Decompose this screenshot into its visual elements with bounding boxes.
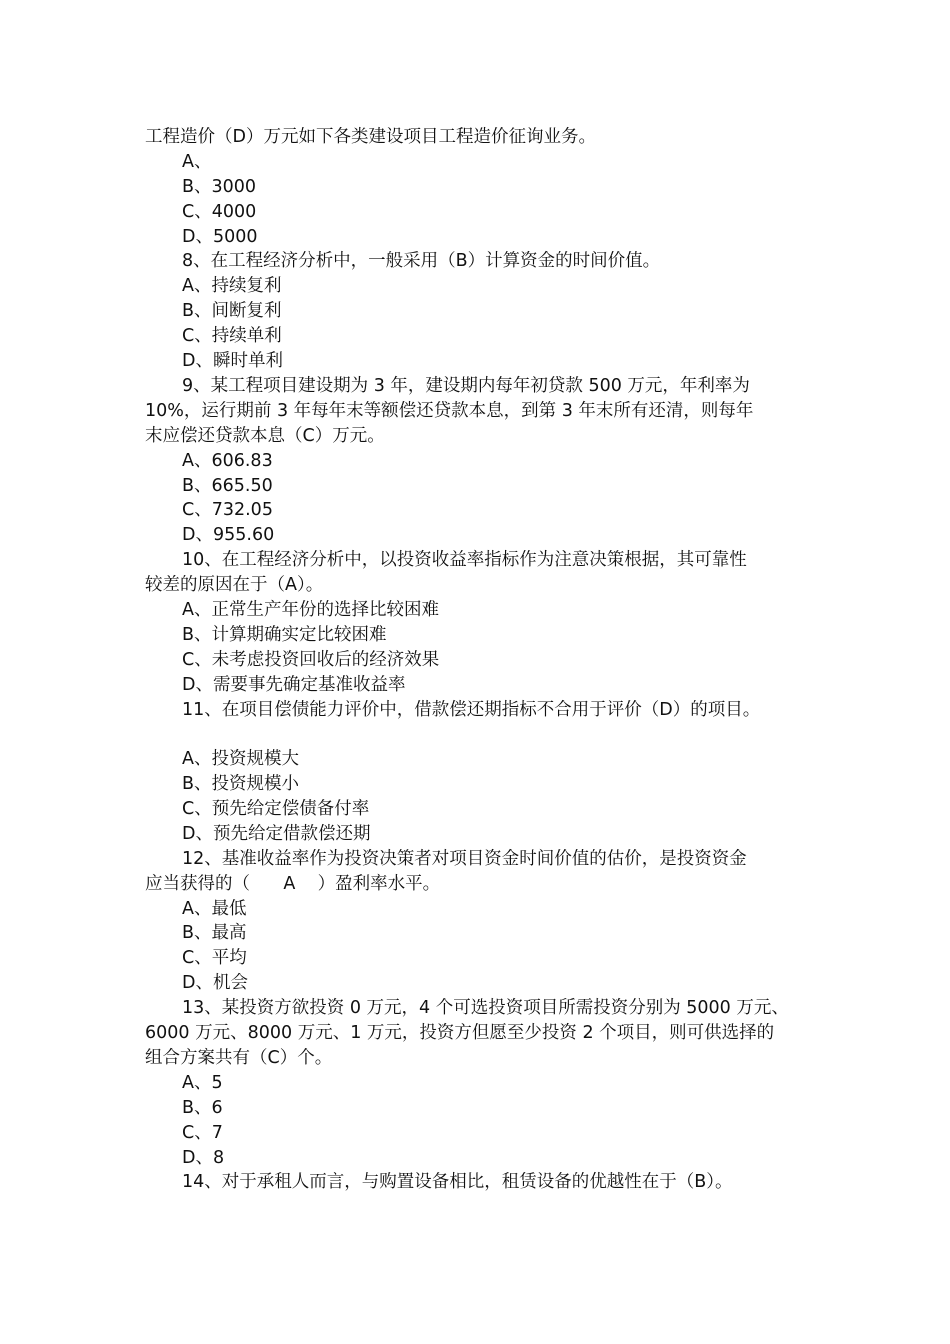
question-line: 13、某投资方欲投资 0 万元，4 个可选投资项目所需投资分别为 5000 万元、	[182, 998, 789, 1018]
option-line: D、机会	[182, 973, 248, 993]
question-line: 6000 万元、8000 万元、1 万元，投资方但愿至少投资 2 个项目，则可供选择的	[145, 1023, 775, 1043]
option-line: C、4000	[182, 202, 257, 222]
question-line: 10、在工程经济分析中，以投资收益率指标作为注意决策根据，其可靠性	[182, 550, 747, 570]
option-line: A、	[182, 152, 212, 172]
option-line: A、606.83	[182, 451, 273, 471]
option-line: D、瞬时单利	[182, 351, 283, 371]
option-line: A、正常生产年份的选择比较困难	[182, 600, 439, 620]
option-line: D、955.60	[182, 525, 275, 545]
question-line: 组合方案共有（C）个。	[145, 1048, 333, 1068]
option-line: C、未考虑投资回收后的经济效果	[182, 650, 440, 670]
option-line: B、6	[182, 1098, 223, 1118]
option-line: B、最高	[182, 923, 247, 943]
question-line: 11、在项目偿债能力评价中，借款偿还期指标不合用于评价（D）的项目。	[182, 700, 761, 720]
question-line: 12、基准收益率作为投资决策者对项目资金时间价值的估价，是投资资金	[182, 849, 747, 869]
option-line: C、持续单利	[182, 326, 282, 346]
question-line: 10%，运行期前 3 年每年末等额偿还贷款本息，到第 3 年末所有还清，则每年	[145, 401, 754, 421]
option-line: B、计算期确实定比较困难	[182, 625, 387, 645]
option-line: A、5	[182, 1073, 223, 1093]
option-line: B、投资规模小	[182, 774, 300, 794]
option-line: C、7	[182, 1123, 223, 1143]
question-line: 末应偿还贷款本息（C）万元。	[145, 426, 385, 446]
option-line: D、5000	[182, 227, 258, 247]
option-line: B、间断复利	[182, 301, 282, 321]
question-line: 较差的原因在于（A）。	[145, 575, 324, 595]
question-line: 9、某工程项目建设期为 3 年，建设期内每年初贷款 500 万元，年利率为	[182, 376, 750, 396]
option-line: D、预先给定借款偿还期	[182, 824, 371, 844]
question-line: 应当获得的（ A ）盈利率水平。	[145, 874, 441, 894]
text-line: 工程造价（D）万元如下各类建设项目工程造价征询业务。	[145, 127, 596, 147]
option-line: A、最低	[182, 899, 247, 919]
option-line: C、平均	[182, 948, 247, 968]
option-line: D、8	[182, 1148, 225, 1168]
option-line: B、3000	[182, 177, 257, 197]
option-line: A、持续复利	[182, 276, 282, 296]
option-line: C、732.05	[182, 500, 273, 520]
option-line: A、投资规模大	[182, 749, 299, 769]
question-line: 8、在工程经济分析中，一般采用（B）计算资金的时间价值。	[182, 251, 661, 271]
option-line: D、需要事先确定基准收益率	[182, 675, 406, 695]
option-line: C、预先给定偿债备付率	[182, 799, 370, 819]
option-line: B、665.50	[182, 476, 273, 496]
question-line: 14、对于承租人而言，与购置设备相比，租赁设备的优越性在于（B）。	[182, 1172, 733, 1192]
